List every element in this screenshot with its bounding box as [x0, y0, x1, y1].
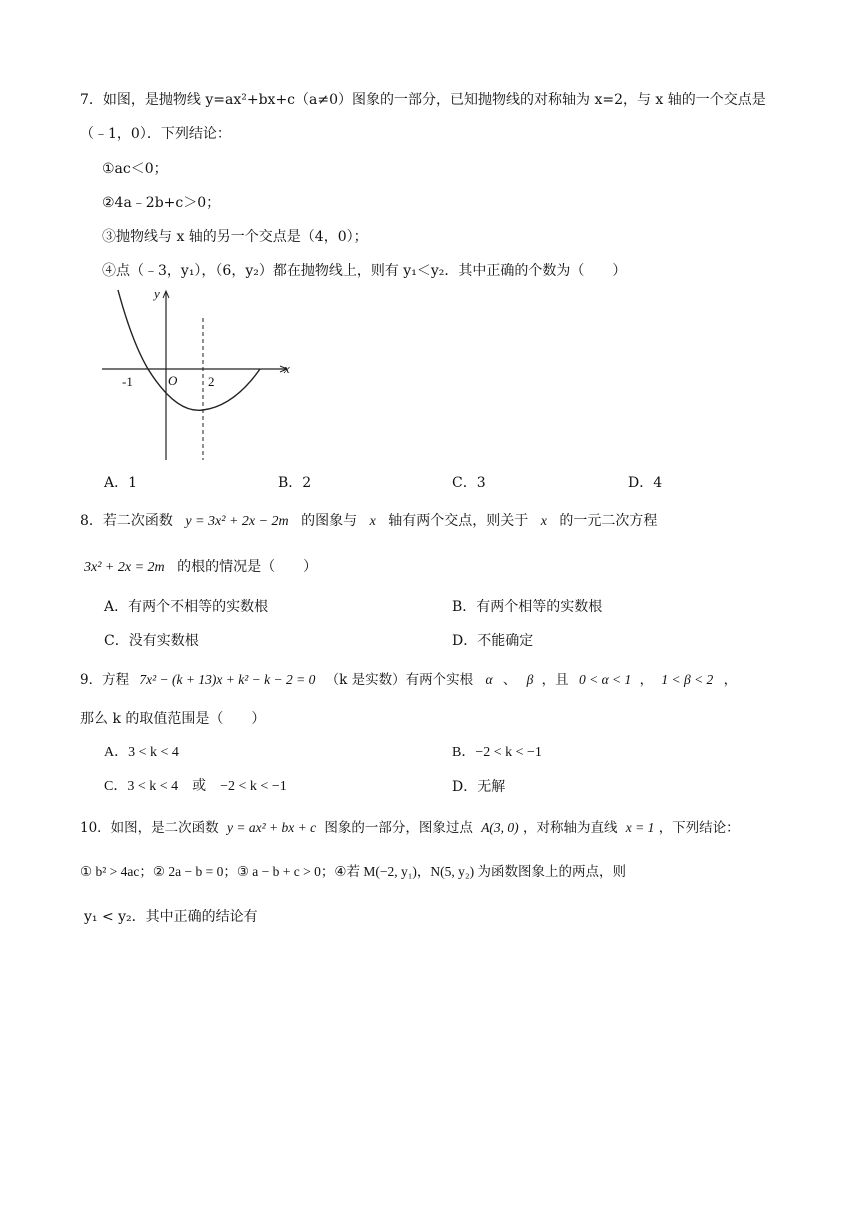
q10-text-d: ，下列结论：	[658, 820, 740, 836]
q9-equation: 7x² − (k + 13)x + k² − k − 2 = 0	[139, 672, 316, 687]
q8-text-d: 的一元二次方程	[559, 513, 658, 529]
parabola-curve	[118, 290, 260, 410]
q7-option-b[interactable]: B．2	[278, 475, 312, 491]
q8-option-c[interactable]: C．没有实数根	[104, 633, 199, 649]
q9-option-a[interactable]: A．3 < k < 4	[104, 745, 179, 760]
q10-text-b: 图象的一部分，图象过点	[324, 820, 473, 836]
q7-conclusion-4: ④点（﹣3，y₁），（6，y₂）都在抛物线上，则有 y₁＜y₂．其中正确的个数为（ ）	[102, 263, 627, 279]
q8-option-b[interactable]: B．有两个相等的实数根	[452, 599, 603, 615]
graph-neg-one-label: -1	[122, 374, 133, 389]
q8-option-a[interactable]: A．有两个不相等的实数根	[104, 599, 269, 615]
q8-var-x2: x	[540, 514, 547, 529]
q7-conclusion-2: ②4a﹣2b+c＞0；	[102, 195, 221, 211]
q9-option-c[interactable]: C．3 < k < 4 或 −2 < k < −1	[104, 779, 287, 794]
q7-option-c[interactable]: C．3	[452, 475, 486, 491]
q7-stem-line1: 7．如图，是抛物线 y=ax²+bx+c（a≠0）图象的一部分，已知抛物线的对称轴为 x=2，与 x 轴的一个交点是	[80, 92, 766, 108]
q10-stem-line3: y₁ < y₂．其中正确的结论有	[84, 909, 258, 925]
q9-text-c: ，且	[541, 672, 569, 688]
q8-var-x: x	[369, 514, 376, 529]
q9-alpha: α	[485, 672, 493, 687]
q9-beta: β	[526, 672, 534, 687]
q8-text-a: 8．若二次函数	[80, 513, 173, 529]
graph-origin-label: O	[168, 373, 178, 388]
q9-stem-line1	[80, 670, 737, 690]
q9-text-b: （k 是实数）有两个实根	[325, 672, 474, 688]
q8-text-b: 的图象与	[301, 513, 358, 529]
graph-x-label: x	[284, 361, 290, 376]
q7-parabola-graph	[96, 282, 306, 464]
q7-conclusion-3: ③抛物线与 x 轴的另一个交点是（4，0）；	[102, 229, 368, 245]
q9-stem-line2: 那么 k 的取值范围是（ ）	[80, 711, 266, 727]
q8-text-e: 的根的情况是（ ）	[177, 559, 318, 575]
q8-stem-line2	[84, 557, 317, 578]
q7-conclusion-1: ①ac＜0；	[102, 161, 168, 177]
q10-function-eq: y = ax² + bx + c	[226, 820, 317, 835]
q8-stem-line1	[80, 511, 657, 532]
q8-option-d[interactable]: D．不能确定	[452, 633, 534, 649]
q10-point-a: A(3, 0)	[481, 820, 519, 835]
q10-conclusions: ① b² > 4ac；② 2a − b = 0；③ a − b + c > 0；④若 M(−2, y₁)，N(5, y₂) 为函数图象上的两点，则	[80, 864, 626, 879]
q9-text-a: 9．方程	[80, 672, 130, 688]
q10-axis-eq: x = 1	[625, 820, 655, 835]
q10-stem-line1	[80, 818, 740, 838]
q7-option-a[interactable]: A．1	[104, 475, 138, 491]
q10-text-c: ，对称轴为直线	[522, 820, 618, 836]
q8-equation: 3x² + 2x = 2m	[84, 560, 165, 575]
q7-stem-line2: （﹣1，0）．下列结论：	[80, 126, 231, 142]
graph-two-label: 2	[208, 374, 215, 389]
q8-function-eq: y = 3x² + 2x − 2m	[185, 514, 289, 529]
q7-option-d[interactable]: D．4	[628, 475, 663, 491]
q9-comma2: ，	[723, 672, 738, 688]
q9-range-beta: 1 < β < 2	[661, 672, 714, 687]
q10-text-a: 10．如图，是二次函数	[80, 820, 219, 836]
q9-option-d[interactable]: D．无解	[452, 779, 506, 795]
q9-option-b[interactable]: B．−2 < k < −1	[452, 745, 542, 760]
q9-range-alpha: 0 < α < 1	[578, 672, 632, 687]
q8-text-c: 轴有两个交点，则关于	[388, 513, 529, 529]
q9-sep: 、	[502, 672, 517, 688]
graph-y-label: y	[154, 286, 160, 301]
q9-comma: ，	[639, 672, 654, 688]
